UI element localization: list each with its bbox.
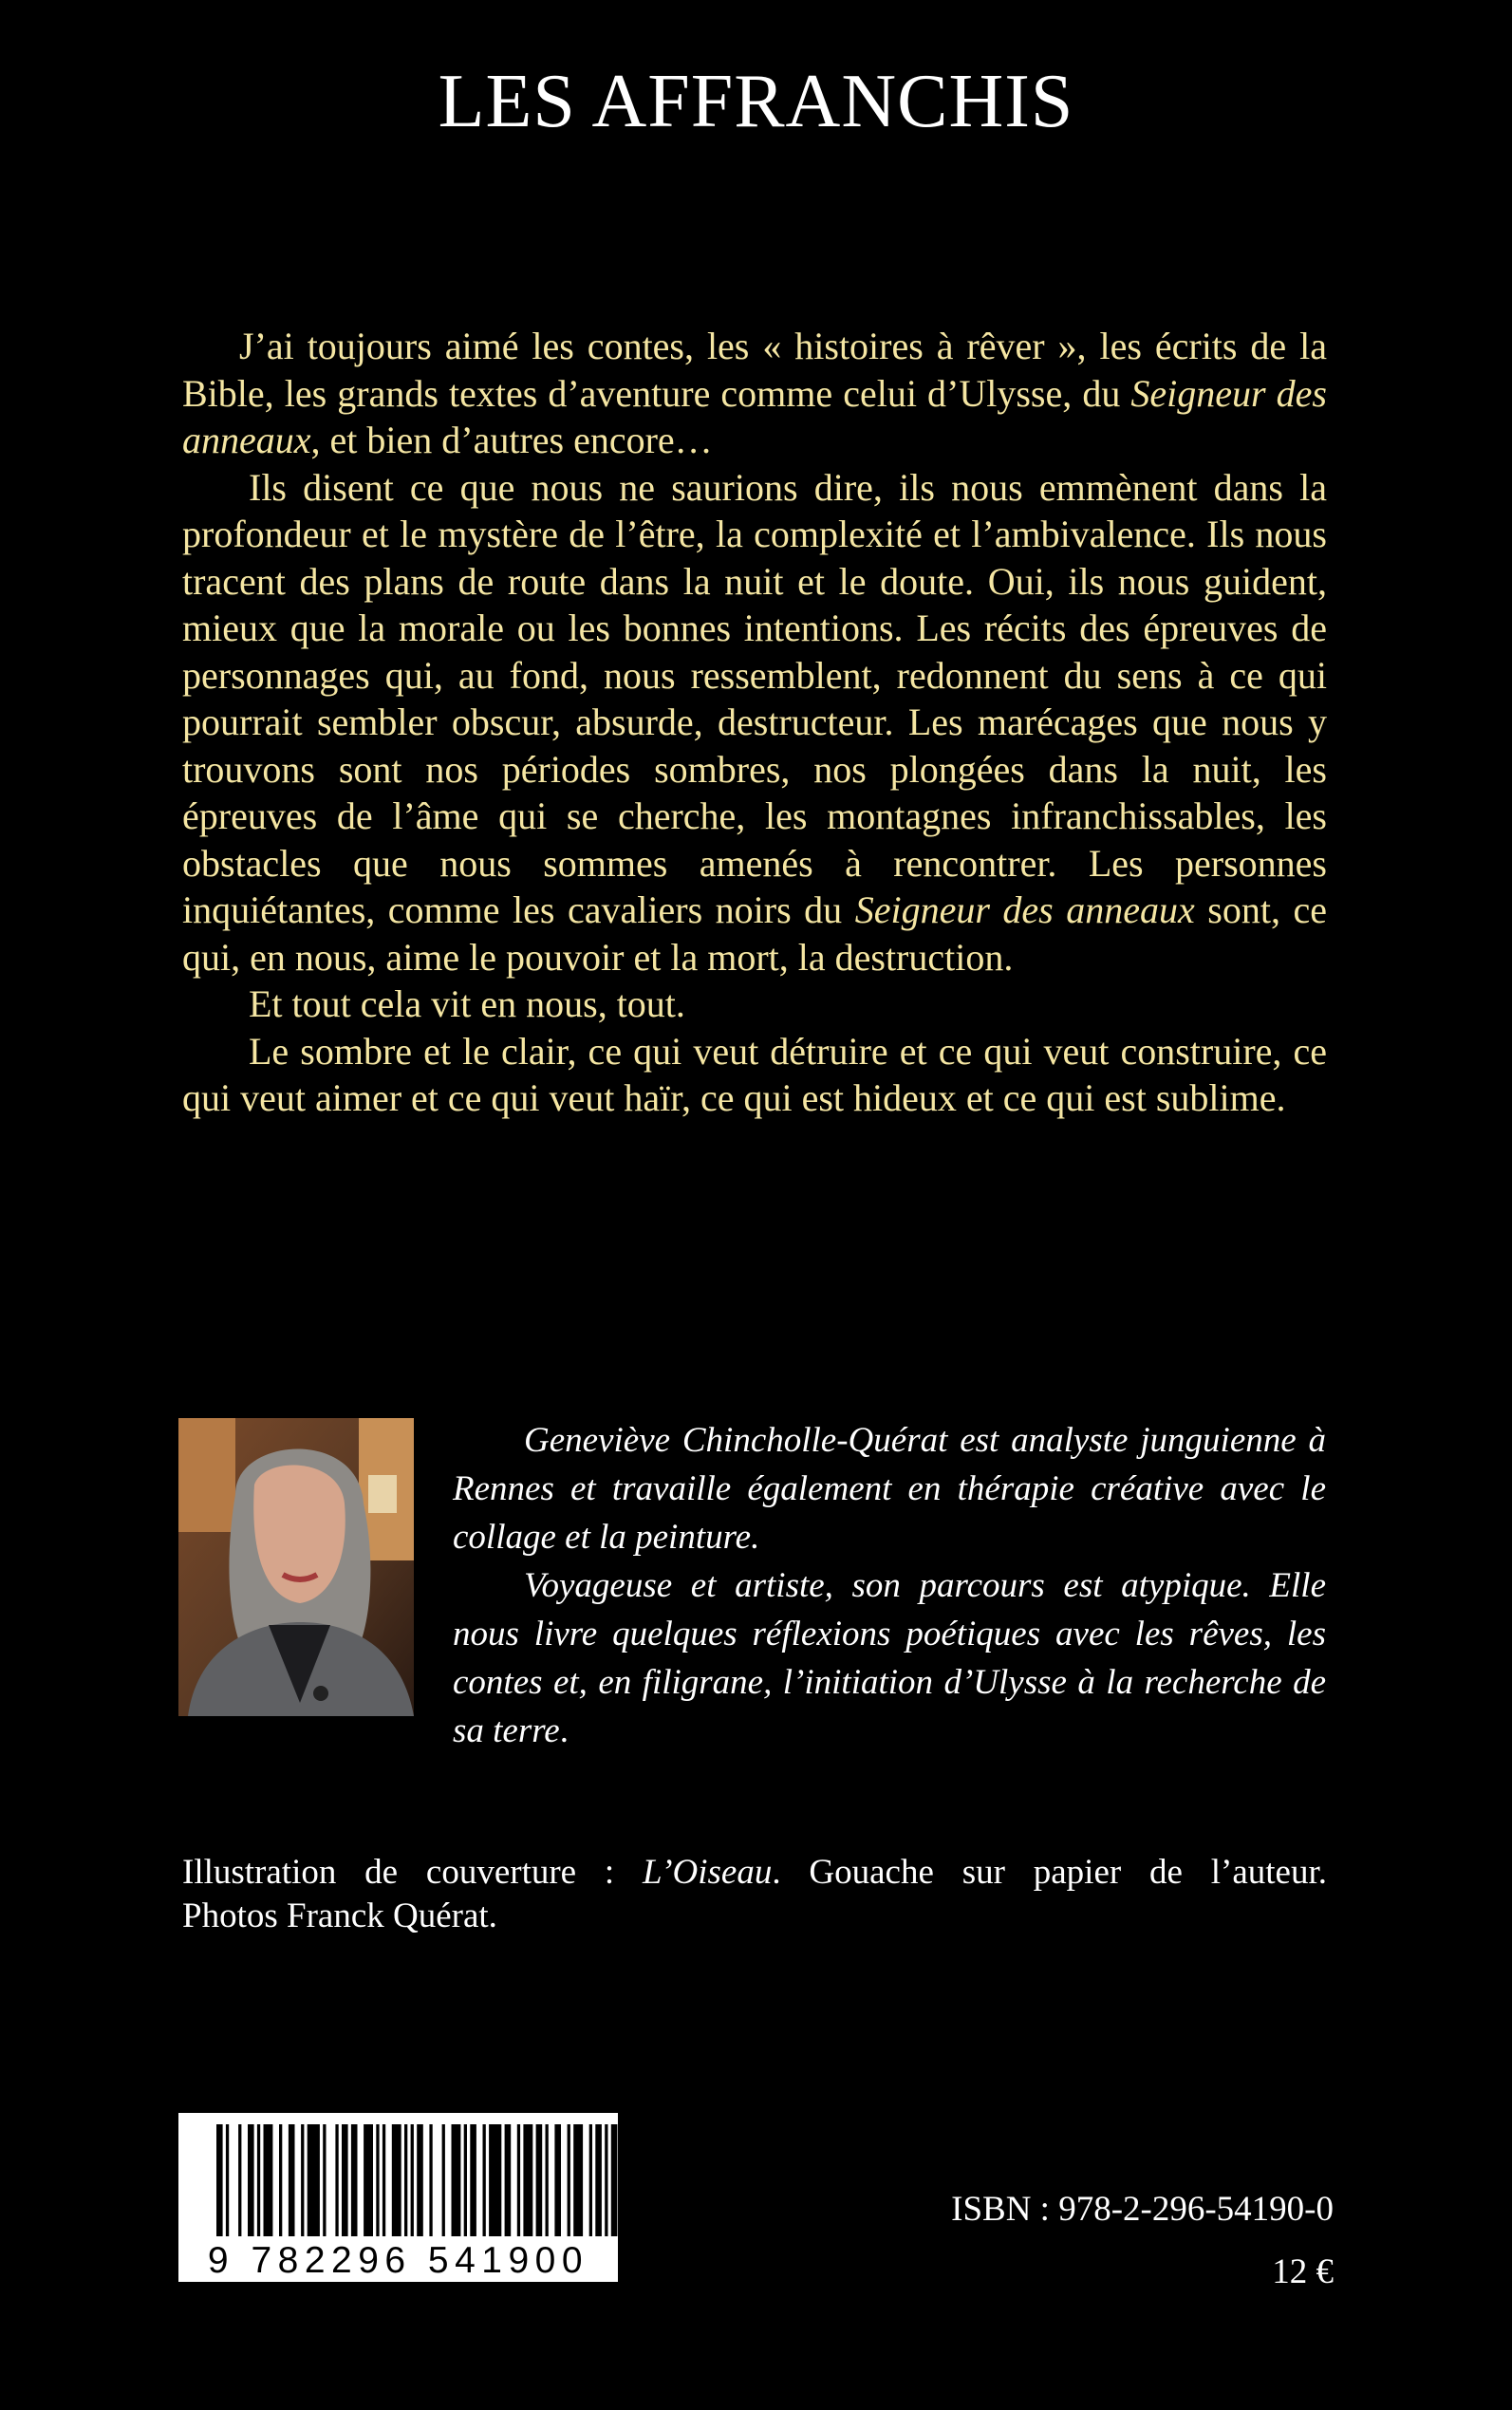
photo-credit: Photos Franck Quérat. [182, 1896, 497, 1935]
price: 12 € [1272, 2252, 1334, 2291]
blurb-paragraph-4: Le sombre et le clair, ce qui veut détruire et ce qui veut construire, ce qui veut aimer et ce qui veut haïr, ce qui est hideux et ce qui est sublime. [182, 1029, 1327, 1119]
back-cover-blurb [182, 323, 1327, 1122]
author-photo [178, 1418, 414, 1716]
isbn: ISBN : 978-2-296-54190-0 [951, 2190, 1334, 2229]
blurb-paragraph-2: Ils disent ce que nous ne saurions dire, ils nous emmènent dans la profondeur et le mystère de l’être, la complexité et l’ambivalence. Ils nous tracent des plans de route dans la nuit et le doute. Oui, ils nous guident, mieux que la morale ou les bonnes intentions. Les récits des épreuves de personnages qui, au fond, nous ressemblent, redonnent du sens à ce qui pourrait sembler obscur, absurde, destructeur. Les marécages que nous y trouvons sont nos périodes sombres, nos plongées dans la nuit, les épreuves de l’âme qui se cherche, les montagnes infranchissables, les obstacles que nous sommes amenés à rencontrer. Les personnes inquiétantes, comme les cavaliers noirs du Seigneur des anneaux sont, ce qui, en nous, aime le pouvoir et la mort, la destruction. [182, 465, 1328, 979]
blurb-paragraph-1: J’ai toujours aimé les contes, les « histoires à rêver », les écrits de la Bible, les grands textes d’aventure comme celui d’Ulysse, du Seigneur des anneaux, et bien d’autres encore… [182, 325, 1327, 461]
illustration-credit: Illustration de couverture : L’Oiseau. Gouache sur papier de l’auteur. [182, 1853, 1327, 1892]
blurb-paragraph-3: Et tout cela vit en nous, tout. [249, 982, 685, 1025]
barcode-digits: 9 782296 541900 [207, 2240, 589, 2281]
author-bio [453, 1416, 1326, 1755]
cover-credits [182, 1851, 1327, 1938]
barcode [178, 2113, 618, 2282]
bio-paragraph-2: Voyageuse et artiste, son parcours est atypique. Elle nous livre quelques réflexions poétiques avec les rêves, les contes et, en filigrane, l’initiation d’Ulysse à la recherche de sa terre. [453, 1566, 1326, 1750]
book-title: LES AFFRANCHIS [438, 60, 1074, 143]
bio-paragraph-1: Geneviève Chincholle-Quérat est analyste junguienne à Rennes et travaille également en thérapie créative avec le collage et la peinture. [453, 1421, 1326, 1557]
